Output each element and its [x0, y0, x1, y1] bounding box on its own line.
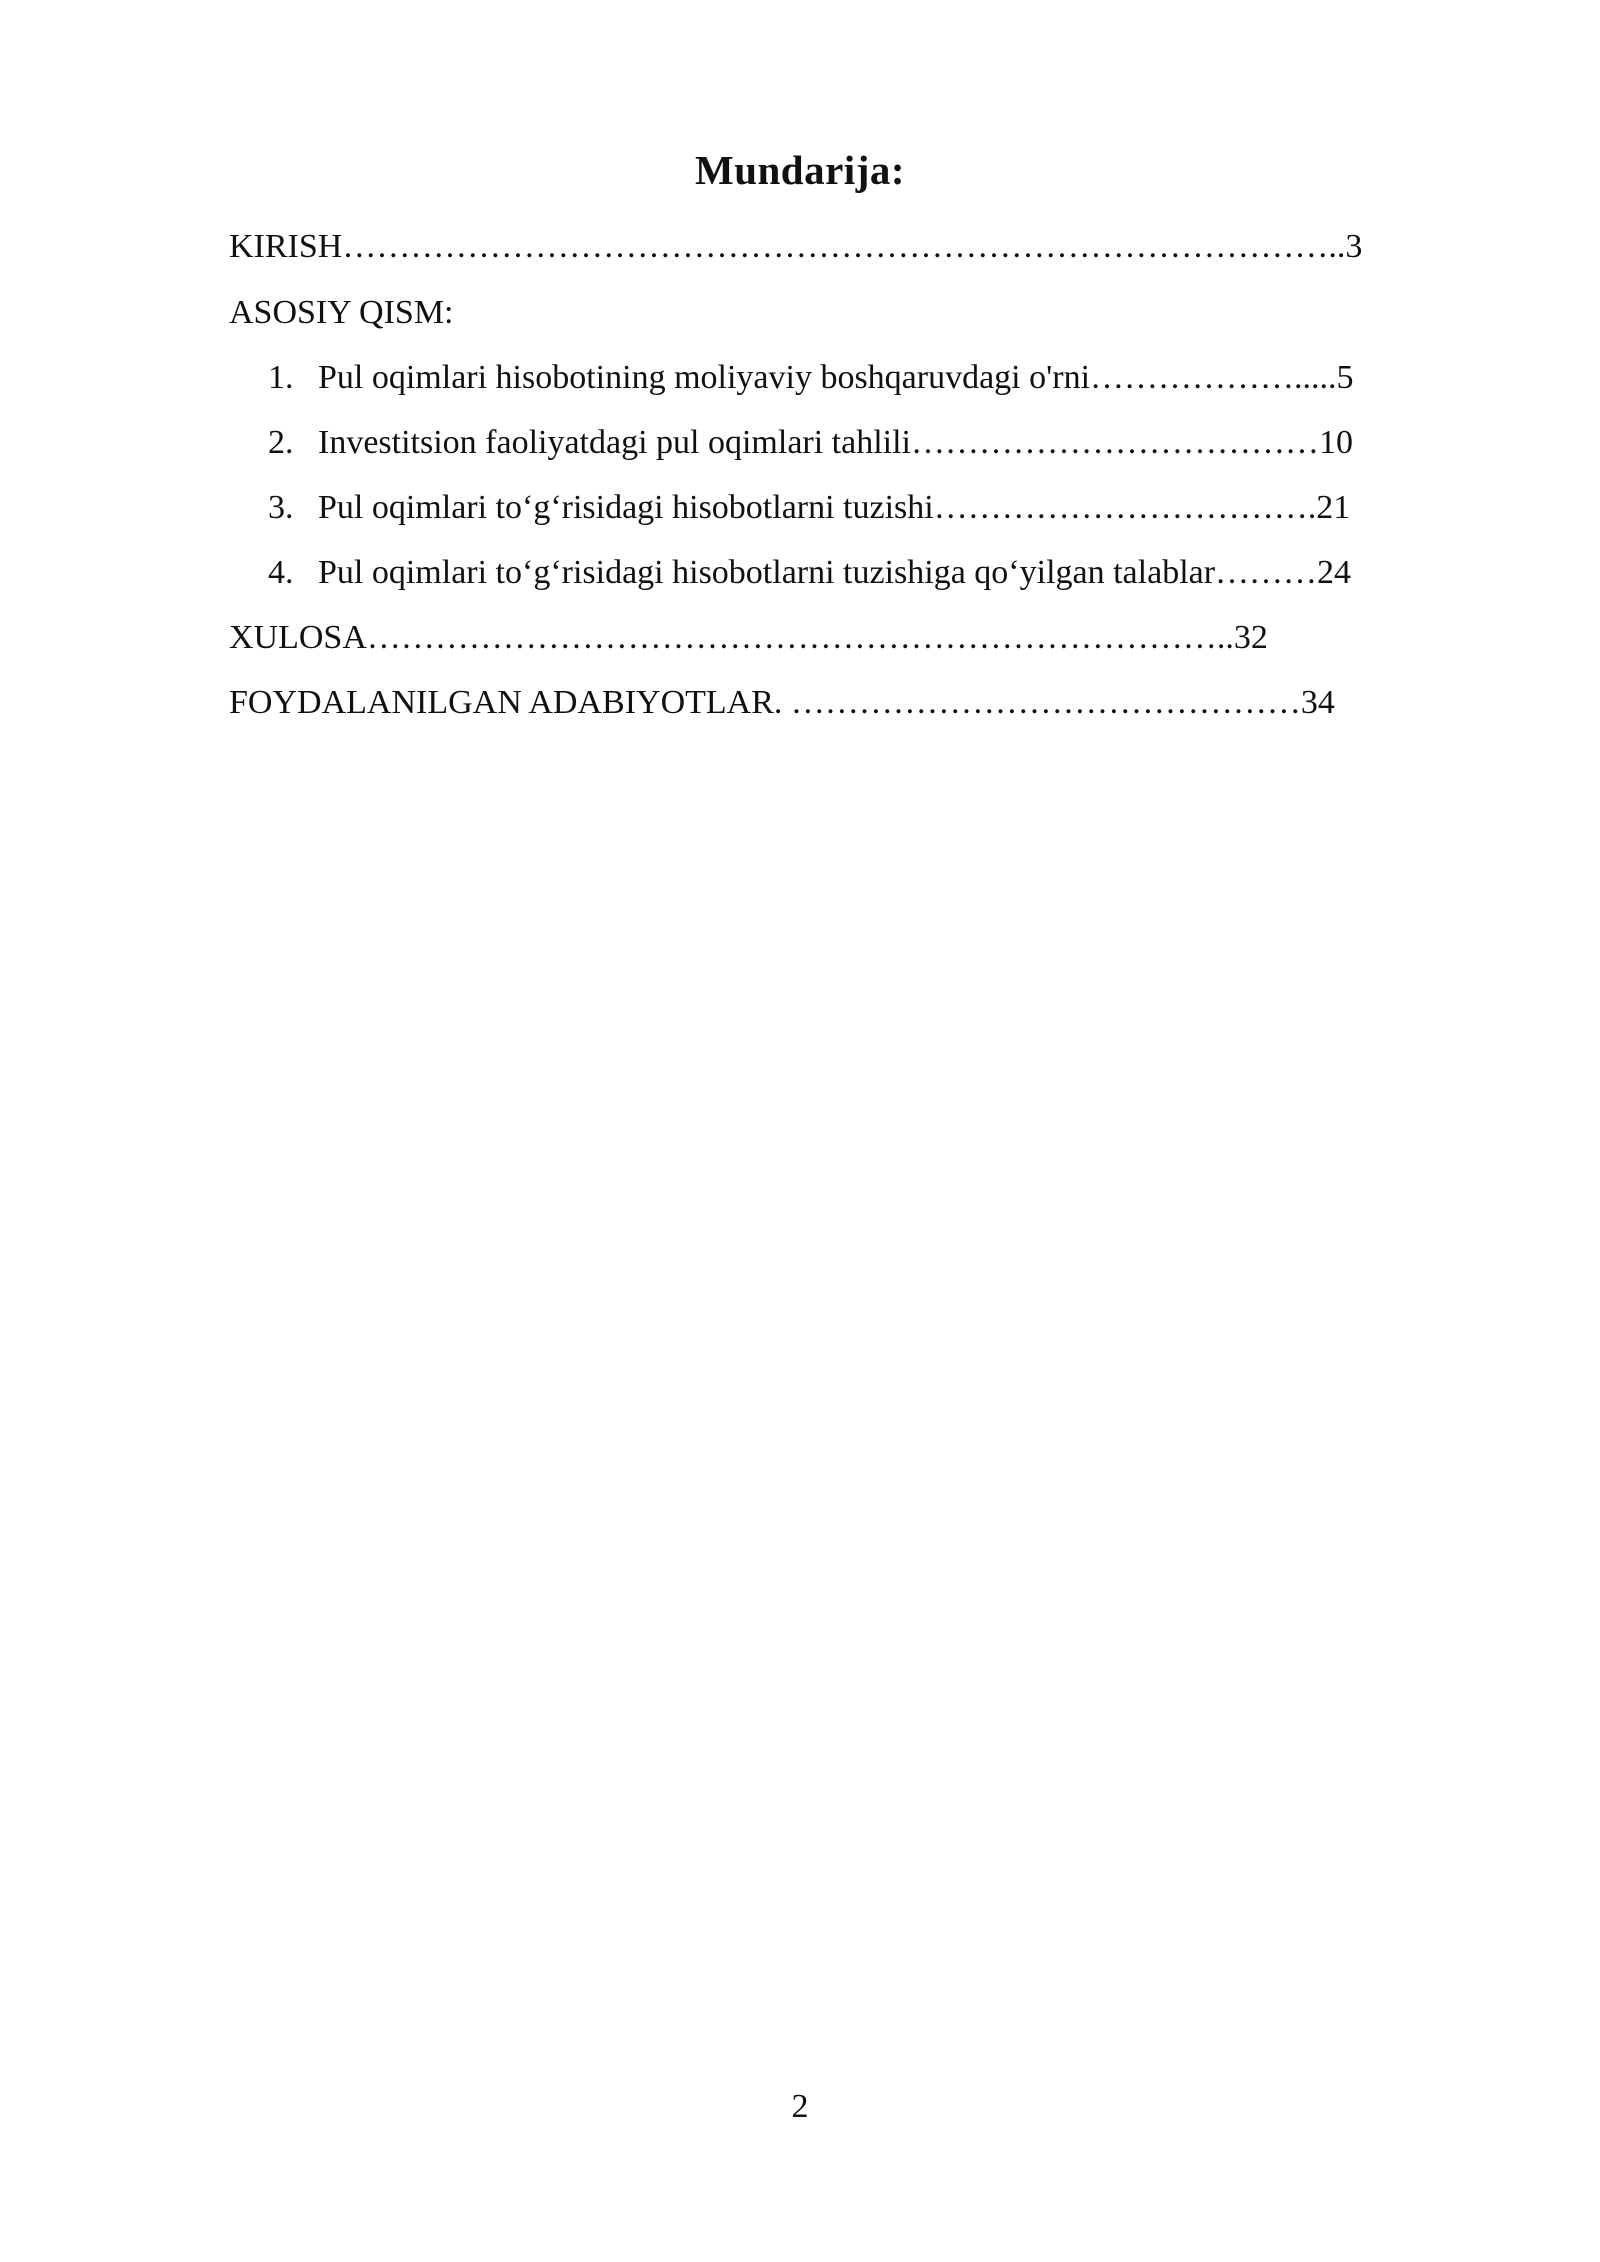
toc-entry-number: 2. [268, 424, 294, 461]
toc-entry-text: Pul oqimlari to‘g‘risidagi hisobotlarni tuzishi…………………………….21 [318, 489, 1351, 526]
toc-entry-number: 1. [268, 359, 294, 396]
toc-entry-number: 4. [268, 554, 294, 591]
toc-entry-text: Pul oqimlari to‘g‘risidagi hisobotlarni tuzishiga qo‘yilgan talablar………24 [318, 554, 1352, 591]
toc-heading-asosiy-qism: ASOSIY QISM: [229, 294, 454, 331]
toc-entry-foydalanilgan-adabiyotlar: FOYDALANILGAN ADABIYOTLAR. ………………………………………34 [229, 684, 1335, 721]
toc-entry-text: Pul oqimlari hisobotining moliyaviy boshqaruvdagi o'rni……………….....5 [318, 359, 1354, 396]
page-title: Mundarija: [695, 147, 905, 193]
toc-entry-1 [268, 361, 1354, 395]
page-number: 2 [791, 2088, 809, 2125]
toc-entry-2 [268, 426, 1353, 460]
toc-entry-kirish: KIRISH……………………………………………………………………………..3 [229, 228, 1363, 265]
toc-entry-text: Investitsion faoliyatdagi pul oqimlari tahlili………………………………10 [318, 424, 1354, 461]
toc-entry-3 [268, 491, 1350, 525]
toc-entry-xulosa: XULOSA…………………………………………………………………..32 [229, 619, 1268, 656]
toc-entry-number: 3. [268, 489, 294, 526]
toc-entry-4 [268, 556, 1351, 590]
